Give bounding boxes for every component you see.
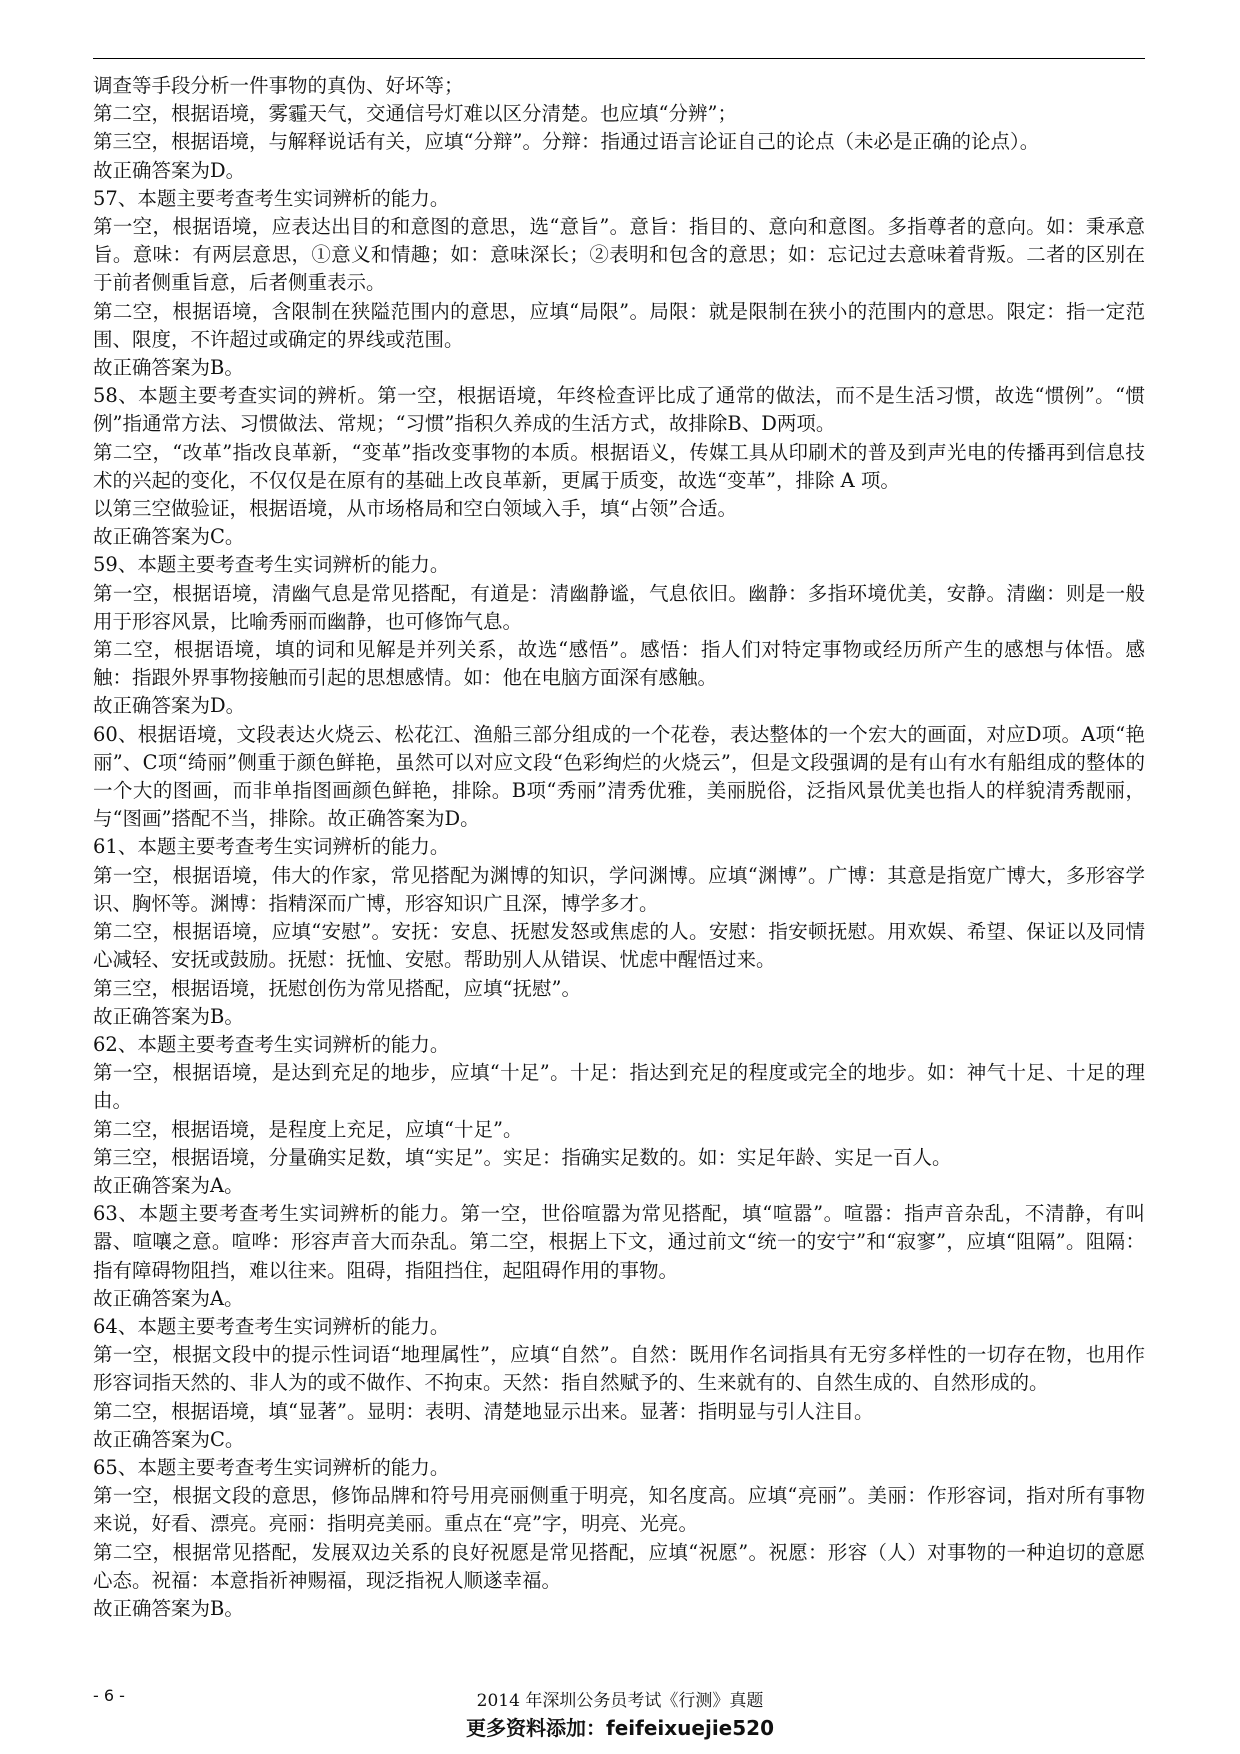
paragraph: 第二空，“改革”指改良革新，“变革”指改变事物的本质。根据语义，传媒工具从印刷术的普及到声光电的传播再到信息技术的兴起的变化，不仅仅是在原有的基础上改良革新，更属于质变，故选“变革”，排除 A 项。 <box>93 440 1145 492</box>
paragraph: 第二空，根据语境，含限制在狭隘范围内的意思，应填“局限”。局限：就是限制在狭小的范围内的意思。限定：指一定范围、限度，不许超过或确定的界线或范围。 <box>93 299 1145 351</box>
document-body <box>93 72 1145 1623</box>
answer-line: 故正确答案为B。 <box>93 1004 244 1028</box>
answer-line: 故正确答案为B。 <box>93 356 244 380</box>
question-heading-61: 61、本题主要考查考生实词辨析的能力。 <box>93 835 450 859</box>
question-heading-58: 58、本题主要考查实词的辨析。第一空，根据语境，年终检查评比成了通常的做法，而不是生活习惯，故选“惯例”。“惯例”指通常方法、习惯做法、常规；“习惯”指积久养成的生活方式，故排除B、D两项。 <box>93 384 1145 436</box>
answer-line: 故正确答案为B。 <box>93 1596 244 1620</box>
paragraph: 第一空，根据文段中的提示性词语“地理属性”，应填“自然”。自然：既用作名词指具有无穷多样性的一切存在物，也用作形容词指天然的、非人为的或不做作、不拘束。天然：指自然赋予的、生来就有的、自然生成的、自然形成的。 <box>93 1343 1145 1395</box>
question-heading-60: 60、根据语境，文段表达火烧云、松花江、渔船三部分组成的一个花卷，表达整体的一个宏大的画面，对应D项。A项“艳丽”、C项“绮丽”侧重于颜色鲜艳，虽然可以对应文段“色彩绚烂的火烧云”，但是文段强调的是有山有水有船组成的整体的一个大的图画，而非单指图画颜色鲜艳，排除。B项“秀丽”清秀优雅，美丽脱俗，泛指风景优美也指人的样貌清秀靓丽，与“图画”搭配不当，排除。故正确答案为D。 <box>93 722 1145 831</box>
paragraph: 第一空，根据语境，伟大的作家，常见搭配为渊博的知识，学问渊博。应填“渊博”。广博：其意是指宽广博大，多形容学识、胸怀等。渊博：指精深而广博，形容知识广且深，博学多才。 <box>93 863 1145 915</box>
answer-line: 故正确答案为C。 <box>93 1427 245 1451</box>
paragraph: 第一空，根据语境，是达到充足的地步，应填“十足”。十足：指达到充足的程度或完全的地步。如：神气十足、十足的理由。 <box>93 1061 1145 1113</box>
paragraph: 第一空，根据语境，清幽气息是常见搭配，有道是：清幽静谧，气息依旧。幽静：多指环境优美，安静。清幽：则是一般用于形容风景，比喻秀丽而幽静，也可修饰气息。 <box>93 581 1145 633</box>
paragraph: 第一空，根据文段的意思，修饰品牌和符号用亮丽侧重于明亮，知名度高。应填“亮丽”。美丽：作形容词，指对所有事物来说，好看、漂亮。亮丽：指明亮美丽。重点在“亮”字，明亮、光亮。 <box>93 1484 1145 1536</box>
question-heading-65: 65、本题主要考查考生实词辨析的能力。 <box>93 1455 450 1479</box>
paragraph: 第二空，根据语境，填“显著”。显明：表明、清楚地显示出来。显著：指明显与引人注目。 <box>93 1399 874 1423</box>
question-heading-59: 59、本题主要考查考生实词辨析的能力。 <box>93 553 450 577</box>
paragraph: 第二空，根据语境，应填“安慰”。安抚：安息、抚慰发怒或焦虑的人。安慰：指安顿抚慰。用欢娱、希望、保证以及同情心减轻、安抚或鼓励。抚慰：抚恤、安慰。帮助别人从错误、忧虑中醒悟过来。 <box>93 920 1145 972</box>
answer-line: 故正确答案为D。 <box>93 694 246 718</box>
paragraph: 第二空，根据语境，雾霾天气，交通信号灯难以区分清楚。也应填“分辨”； <box>93 102 737 126</box>
page-number: - 6 - <box>93 1686 125 1705</box>
question-heading-63: 63、本题主要考查考生实词辨析的能力。第一空，世俗喧嚣为常见搭配，填“喧嚣”。喧嚣：指声音杂乱，不清静，有叫嚣、喧嚷之意。喧哗：形容声音大而杂乱。第二空，根据上下文，通过前文“统一的安宁”和“寂寥”，应填“阻隔”。阻隔：指有障碍物阻挡，难以往来。阻碍，指阻挡住，起阻碍作用的事物。 <box>93 1202 1145 1282</box>
answer-line: 故正确答案为C。 <box>93 525 245 549</box>
answer-line: 故正确答案为D。 <box>93 158 246 182</box>
paragraph: 以第三空做验证，根据语境，从市场格局和空白领域入手，填“占领”合适。 <box>93 497 737 521</box>
answer-line: 故正确答案为A。 <box>93 1286 244 1310</box>
paragraph: 第二空，根据语境，填的词和见解是并列关系，故选“感悟”。感悟：指人们对特定事物或经历所产生的感想与体悟。感触：指跟外界事物接触而引起的思想感情。如：他在电脑方面深有感触。 <box>93 638 1145 690</box>
paragraph: 第一空，根据语境，应表达出目的和意图的意思，选“意旨”。意旨：指目的、意向和意图。多指尊者的意向。如：秉承意旨。意味：有两层意思，①意义和情趣；如：意味深长；②表明和包含的意思；如：忘记过去意味着背叛。二者的区别在于前者侧重旨意，后者侧重表示。 <box>93 215 1145 295</box>
paragraph: 调查等手段分析一件事物的真伪、好坏等； <box>93 74 464 97</box>
footer-title: 2014 年深圳公务员考试《行测》真题 <box>476 1691 764 1711</box>
question-heading-64: 64、本题主要考查考生实词辨析的能力。 <box>93 1314 450 1338</box>
footer-contact: 更多资料添加：feifeixuejie520 <box>466 1716 774 1740</box>
paragraph: 第二空，根据语境，是程度上充足，应填“十足”。 <box>93 1117 523 1141</box>
header-rule <box>93 58 1145 59</box>
answer-line: 故正确答案为A。 <box>93 1173 244 1197</box>
paragraph: 第三空，根据语境，抚慰创伤为常见搭配，应填“抚慰”。 <box>93 976 581 1000</box>
paragraph: 第二空，根据常见搭配，发展双边关系的良好祝愿是常见搭配，应填“祝愿”。祝愿：形容（人）对事物的一种迫切的意愿心态。祝福：本意指祈神赐福，现泛指祝人顺遂幸福。 <box>93 1540 1145 1592</box>
paragraph: 第三空，根据语境，与解释说话有关，应填“分辩”。分辩：指通过语言论证自己的论点（未必是正确的论点）。 <box>93 130 1040 154</box>
paragraph: 第三空，根据语境，分量确实足数，填“实足”。实足：指确实足数的。如：实足年龄、实足一百人。 <box>93 1145 952 1169</box>
question-heading-57: 57、本题主要考查考生实词辨析的能力。 <box>93 186 450 210</box>
question-heading-62: 62、本题主要考查考生实词辨析的能力。 <box>93 1032 450 1056</box>
page-footer <box>0 1686 1240 1746</box>
